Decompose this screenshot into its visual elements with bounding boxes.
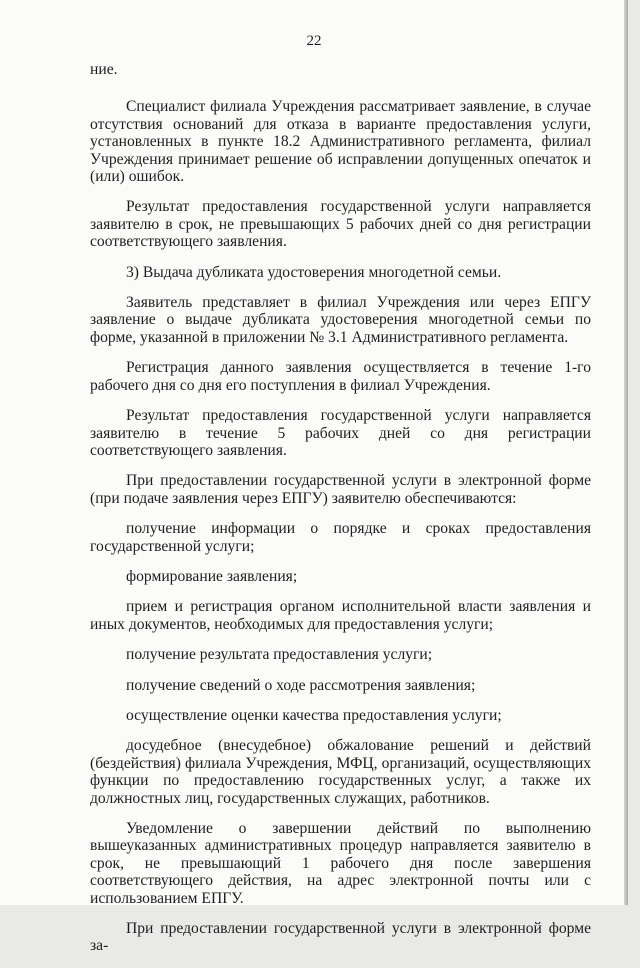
scan-edge-shadow	[624, 0, 628, 905]
page-number: 22	[306, 33, 322, 49]
list-item-application-forming: формирование заявления;	[126, 567, 298, 585]
list-item-result: получение результата предоставления услуги;	[126, 646, 433, 664]
list-item-reception: прием и регистрация органом исполнительной власти заявления и иных документов, необходимых для предоставления услуги;	[90, 598, 591, 633]
paragraph-review-application: Специалист филиала Учреждения рассматривает заявление, в случае отсутствия оснований для отказа в варианте предоставления услуги, установленных в пункте 18.2 Административного регламента, филиал Учреждения принимает решение об исправлении допущенных опечаток и (или) ошибок.	[90, 98, 591, 186]
paragraph-duplicate-heading: 3) Выдача дубликата удостоверения многодетной семьи.	[126, 263, 502, 281]
paragraph-notification: Уведомление о завершении действий по выполнению вышеуказанных административных процедур направляется заявителю в срок, не превышающий 1 рабочего дня после завершения соответствующего действия, на адрес электронной почты или с использованием ЕПГУ.	[90, 820, 591, 907]
list-item-status: получение сведений о ходе рассмотрения заявления;	[126, 676, 476, 694]
document-body	[90, 61, 591, 968]
paragraph-result-correction: Результат предоставления государственной услуги направляется заявителю в срок, не превышающих 5 рабочих дней со дня регистрации соответствующего заявления.	[90, 198, 591, 251]
list-item-information: получение информации о порядке и сроках предоставления государственной услуги;	[90, 520, 591, 555]
paragraph-registration: Регистрация данного заявления осуществляется в течение 1-го рабочего дня со дня его поступления в филиал Учреждения.	[90, 359, 591, 394]
list-item-appeal: досудебное (внесудебное) обжалование решений и действий (бездействия) филиала Учреждения, МФЦ, организаций, осуществляющих функции по предоставлению государственных услуг, а также их должностных лиц, государственных служащих, работников.	[90, 737, 591, 807]
paragraph-result-duplicate: Результат предоставления государственной услуги направляется заявителю в течение 5 рабочих дней со дня регистрации соответствующего заявления.	[90, 407, 591, 459]
list-item-quality: осуществление оценки качества предоставления услуги;	[126, 706, 502, 724]
paragraph-electronic-form: При предоставлении государственной услуги в электронной форме (при подаче заявления через ЕПГУ) заявителю обеспечиваются:	[90, 472, 591, 507]
paragraph-duplicate-request: Заявитель представляет в филиал Учреждения или через ЕПГУ заявление о выдаче дубликата удостоверения многодетной семьи по форме, указанной в приложении № 3.1 Административного регламента.	[90, 294, 591, 346]
paragraph-continued: При предоставлении государственной услуги в электронной форме за-	[90, 920, 591, 955]
paragraph-continuation: ние.	[90, 61, 118, 78]
